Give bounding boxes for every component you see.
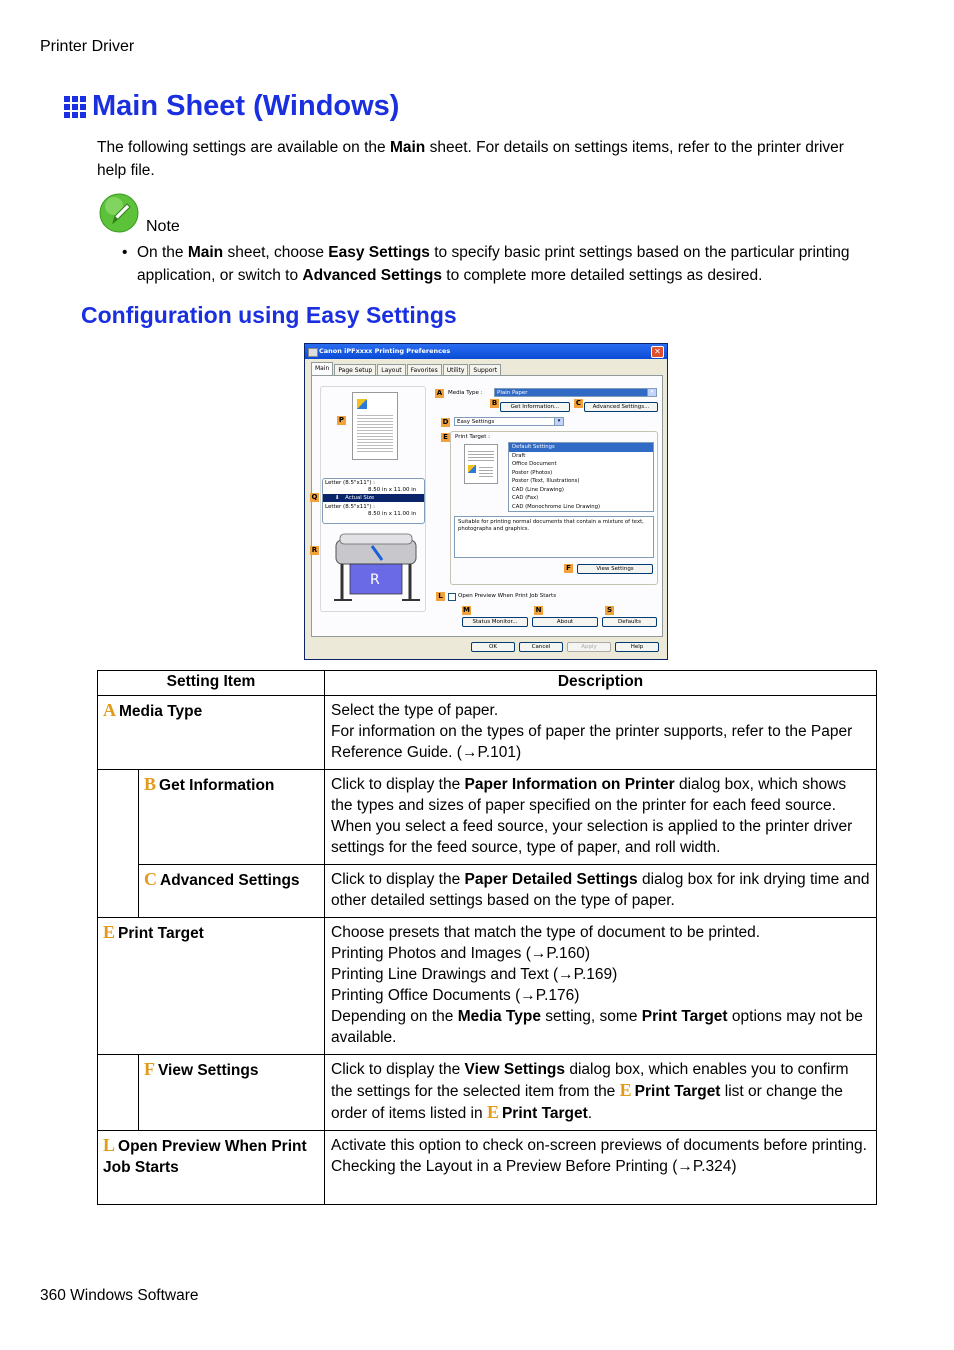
badge-s: S (606, 606, 613, 614)
badge-q: Q (311, 493, 318, 501)
desc-print-target: Choose presets that match the type of document to be printed. Printing Photos and Images (→P.160) Printing Line Drawings and Text (→P.169) Printing Office Documents (→P.176) Depending on the Media Type setting, some Print Target options may not be available. (325, 918, 877, 1055)
media-type-label: Media Type : (448, 390, 483, 396)
print-target-list[interactable] (508, 442, 654, 512)
badge-m: M (463, 606, 470, 614)
header-setting-item: Setting Item (98, 671, 325, 696)
list-item[interactable]: Poster (Text, Illustrations) (512, 478, 580, 484)
printer-glyph: R (370, 572, 380, 588)
dialog-title: Canon iPFxxxx Printing Preferences (319, 347, 451, 355)
actual-size-bar (323, 494, 424, 502)
list-item[interactable]: Office Document (512, 461, 557, 467)
item-advanced-settings: C Advanced Settings (139, 865, 325, 918)
page-preview-thumbnail (352, 392, 398, 460)
desc-media-type: Select the type of paper. For information on the types of paper the printer supports, refer to the Paper Reference Guide. (→P.101) (325, 696, 877, 770)
badge-b: B (491, 399, 498, 407)
table-row (98, 1131, 877, 1205)
view-settings-button[interactable]: View Settings (577, 564, 653, 574)
section-title: Configuration using Easy Settings (81, 302, 457, 328)
badge-c: C (575, 399, 582, 407)
badge-l: L (436, 592, 445, 601)
header-description: Description (325, 671, 877, 696)
page-title-text: Main Sheet (Windows) (92, 90, 400, 122)
tab-favorites[interactable]: Favorites (407, 364, 442, 376)
table-header-row (98, 671, 877, 696)
table-row (98, 865, 877, 918)
open-preview-label: Open Preview When Print Job Starts (458, 593, 557, 599)
table-row (98, 918, 877, 1055)
status-monitor-button[interactable]: Status Monitor... (462, 617, 528, 627)
bullet-marker: • (122, 244, 128, 261)
item-print-target: E Print Target (98, 918, 325, 1055)
target-preview-icon (464, 444, 498, 484)
indent-cell (98, 770, 139, 918)
badge-f: F (564, 564, 573, 573)
table-row (98, 696, 877, 770)
indent-cell (98, 1055, 139, 1131)
item-media-type: A Media Type (98, 696, 325, 770)
apply-button: Apply (567, 642, 611, 652)
printer-icon (308, 348, 318, 357)
list-item[interactable]: Poster (Photos) (512, 469, 553, 476)
badge-p: P (338, 416, 345, 424)
table-row (98, 770, 877, 865)
note-text: On the Main sheet, choose Easy Settings to specify basic print settings based on the particular printing application, or switch to Advanced Settings to complete more detailed settings as desired. (137, 244, 850, 284)
printer-illustration (330, 526, 422, 604)
badge-e: E (441, 433, 450, 442)
tab-support[interactable]: Support (469, 364, 501, 376)
list-item[interactable]: CAD (Fax) (512, 495, 539, 501)
size1-value: 8.50 in x 11.00 in (368, 487, 417, 493)
defaults-button[interactable]: Defaults (602, 617, 657, 627)
dialog-title-bar (305, 344, 667, 359)
badge-a: A (436, 389, 443, 397)
desc-advanced-settings: Click to display the Paper Detailed Settings dialog box for ink drying time and other detailed settings based on the type of paper. (325, 865, 877, 918)
note-pencil-icon (99, 193, 139, 233)
cancel-button[interactable]: Cancel (519, 642, 563, 652)
tab-main[interactable]: Main (311, 362, 333, 376)
desc-open-preview: Activate this option to check on-screen previews of documents before printing. Checking the Layout in a Preview Before Printing (→P.324) (325, 1131, 877, 1205)
close-icon[interactable]: ✕ (651, 346, 664, 358)
grid-icon (64, 96, 86, 118)
printing-preferences-dialog (304, 343, 668, 660)
item-get-information: B Get Information (139, 770, 325, 865)
table-row (98, 1055, 877, 1131)
size1-label: Letter (8.5"x11") : (325, 480, 376, 486)
mode-select[interactable]: Easy Settings ▾ (454, 417, 564, 426)
main-panel (311, 375, 663, 637)
note-label: Note (146, 218, 180, 235)
intro-paragraph: The following settings are available on the Main sheet. For details on settings items, refer to the printer driver help file. (97, 139, 844, 179)
about-button[interactable]: About (532, 617, 598, 627)
badge-d: D (442, 418, 449, 426)
chevron-down-icon: ▾ (647, 389, 656, 396)
media-type-select[interactable]: Plain Paper ▾ (494, 388, 657, 397)
list-item[interactable]: Default Settings (509, 443, 653, 452)
desc-view-settings: Click to display the View Settings dialog box, which enables you to confirm the settings for the selected item from the E Print Target list or change the order of items listed in E Print Target. (325, 1055, 877, 1131)
open-preview-checkbox[interactable] (448, 593, 456, 601)
running-head: Printer Driver (40, 38, 135, 55)
page-footer: 360 Windows Software (40, 1287, 199, 1304)
desc-get-information: Click to display the Paper Information on Printer dialog box, which shows the types and sizes of paper specified on the printer for each feed source. When you select a feed source, your selection is applied to the printer driver settings for the feed source, type of paper, and roll width. (325, 770, 877, 865)
list-item[interactable]: CAD (Line Drawing) (512, 486, 564, 493)
help-button[interactable]: Help (615, 642, 659, 652)
print-target-label: Print Target : (455, 434, 491, 440)
tab-layout[interactable]: Layout (377, 364, 405, 376)
size2-label: Letter (8.5"x11") : (325, 504, 376, 510)
list-item[interactable]: Draft (512, 452, 526, 459)
get-information-button[interactable]: Get Information... (500, 402, 570, 412)
actual-size-label: Actual Size (345, 495, 375, 501)
advanced-settings-button[interactable]: Advanced Settings... (584, 402, 658, 412)
size2-value: 8.50 in x 11.00 in (368, 511, 417, 517)
tab-page-setup[interactable]: Page Setup (334, 364, 376, 376)
badge-n: N (535, 606, 542, 614)
list-item[interactable]: CAD (Monochrome Line Drawing) (512, 503, 601, 510)
item-view-settings: F View Settings (139, 1055, 325, 1131)
item-open-preview: L Open Preview When Print Job Starts (98, 1131, 325, 1205)
ok-button[interactable]: OK (471, 642, 515, 652)
tab-utility[interactable]: Utility (443, 364, 469, 376)
page-title (64, 90, 399, 123)
chevron-down-icon: ▾ (554, 418, 563, 425)
badge-r: R (311, 546, 318, 554)
down-arrow-icon: ⬇ (335, 495, 340, 501)
settings-table (97, 670, 877, 1205)
description-box: Suitable for printing normal documents that contain a mixture of text, photographs and graphics. (454, 516, 654, 558)
